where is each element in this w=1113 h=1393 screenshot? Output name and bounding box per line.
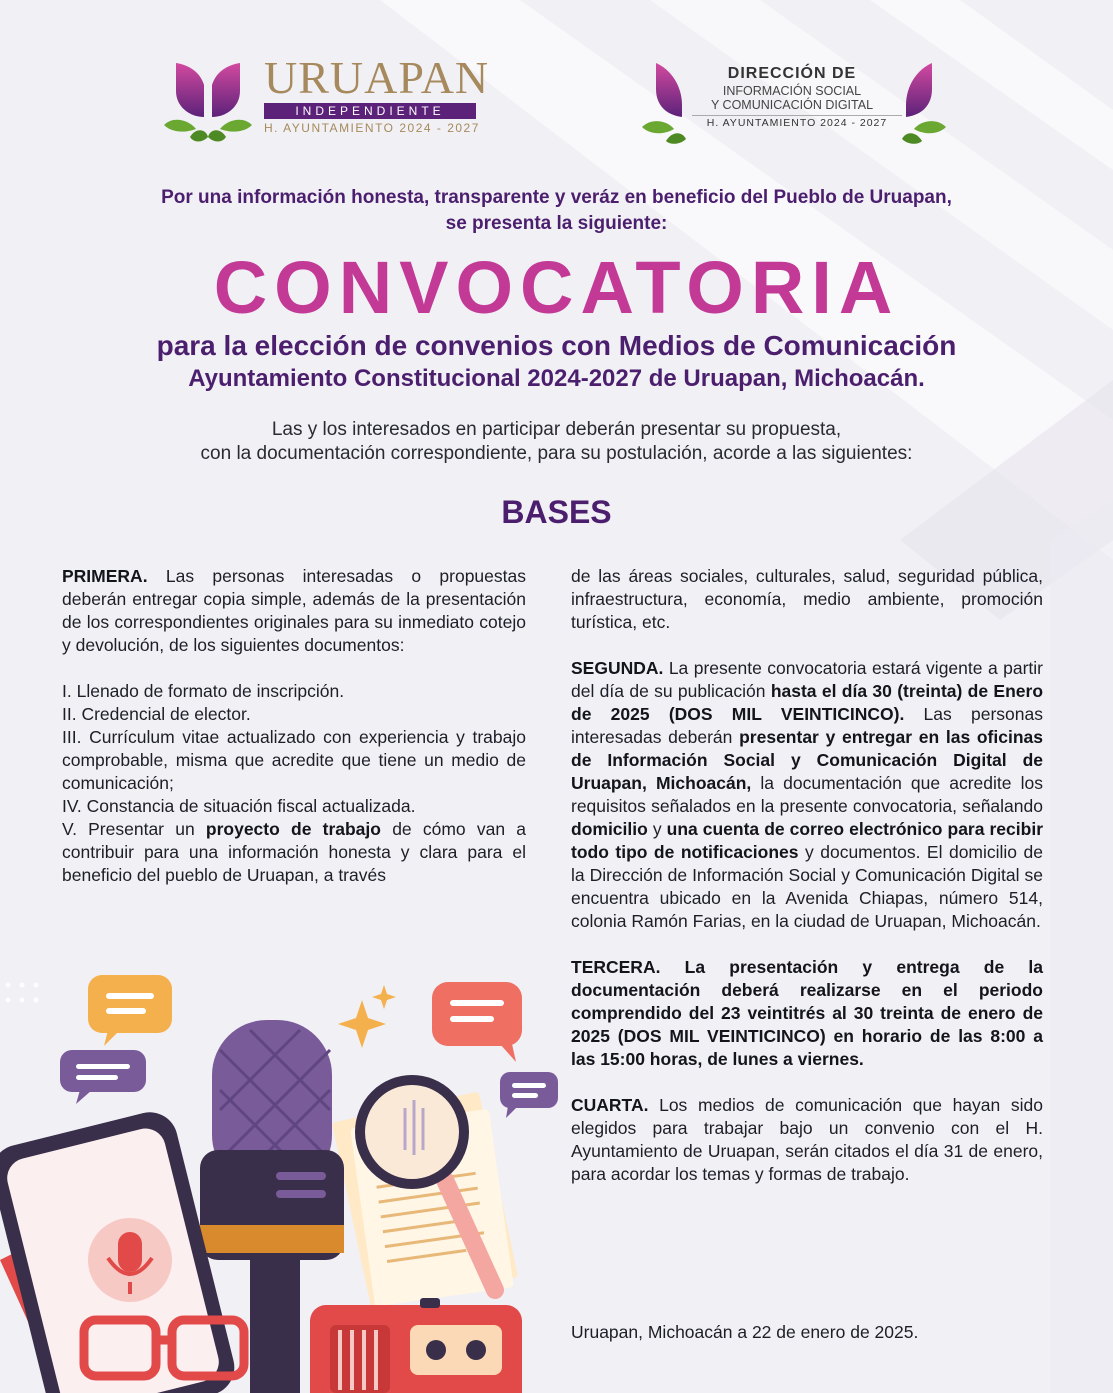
- cuarta-paragraph: [571, 1094, 1043, 1186]
- radio-icon: [310, 1298, 522, 1393]
- segunda-text: Las personas interesadas deberán: [571, 704, 1043, 747]
- logo-direccion-line1: DIRECCIÓN DE: [727, 65, 857, 82]
- smartphone-icon: [0, 1106, 240, 1393]
- primera-paragraph: [62, 565, 526, 657]
- segunda-text: y documentos. El domicilio de la Dirección de Información Social y Comunicación Digital se encuentra ubicado en la Avenida Chiapas, número 514, colonia Ramón Farias, en la ciudad de Uruapan, Michoacán.: [571, 842, 1043, 931]
- subtitle-line2: Ayuntamiento Constitucional 2024-2027 de Uruapan, Michoacán.: [188, 365, 925, 392]
- primera-continuation: de las áreas sociales, culturales, salud, seguridad pública, infraestructura, economía, medio ambiente, promoción turística, etc.: [571, 566, 1043, 632]
- sparkle-icon: [338, 985, 396, 1048]
- chat-bubble-icon: [500, 1072, 558, 1118]
- item5-text-a: V. Presentar un: [62, 819, 206, 839]
- primera-label: PRIMERA.: [62, 566, 148, 586]
- right-column: [571, 565, 1043, 1186]
- chat-bubble-icon: [432, 982, 522, 1062]
- segunda-paragraph: [571, 657, 1043, 933]
- page-title: CONVOCATORIA: [213, 246, 900, 329]
- segunda-bold: hasta el día 30 (treinta) de Enero de 2025 (DOS MIL VEINTICINCO).: [571, 681, 1044, 724]
- lead-line1: Las y los interesados en participar deberán presentar su propuesta,: [271, 419, 842, 440]
- list-item: III. Currículum vitae actualizado con experiencia y trabajo comprobable, misma que acredite que tiene un medio de comunicación;: [62, 727, 526, 793]
- closing-date: Uruapan, Michoacán a 22 de enero de 2025.: [571, 1322, 919, 1342]
- primera-text: Las personas interesadas o propuestas deberán entregar copia simple, además de la presentación de los correspondientes originales para su inmediato cotejo y devolución, de los siguientes documentos:: [62, 566, 526, 655]
- intro-line1: Por una información honesta, transparente y veráz en beneficio del Pueblo de Uruapan,: [161, 187, 952, 208]
- logo-direccion-line3: Y COMUNICACIÓN DIGITAL: [710, 98, 874, 112]
- segunda-bold: presentar y entregar en las oficinas de Información Social y Comunicación Digital de Uruapan, Michoacán,: [571, 727, 1044, 793]
- logo-title: URUAPAN: [264, 52, 490, 103]
- tercera-paragraph: [571, 956, 1043, 1071]
- segunda-bold: domicilio: [571, 819, 648, 839]
- intro-line2: se presenta la siguiente:: [445, 213, 668, 234]
- segunda-text: la documentación que acredite los requisitos señalados en la presente convocatoria, señalando: [571, 773, 1043, 816]
- segunda-text: La presente convocatoria estará vigente a partir del día de su publicación: [571, 658, 1043, 701]
- lead-line2: con la documentación correspondiente, para su postulación, acorde a las siguientes:: [200, 443, 913, 464]
- list-item: IV. Constancia de situación fiscal actualizada.: [62, 796, 416, 816]
- cuarta-text: Los medios de comunicación que hayan sido elegidos para trabajar bajo un convenio con el H. Ayuntamiento de Uruapan, serán citados el día 31 de enero, para acordar los temas y formas de trabajo.: [571, 1095, 1043, 1184]
- media-illustration: [0, 960, 560, 1393]
- item5-text-b: de cómo van a contribuir para una información honesta y clara para el beneficio del pueblo de Uruapan, a través: [62, 819, 527, 885]
- tercera-label: TERCERA.: [571, 957, 661, 977]
- segunda-label: SEGUNDA.: [571, 658, 664, 678]
- subtitle-line1: para la elección de convenios con Medios de Comunicación: [156, 330, 957, 361]
- left-column: [62, 565, 526, 887]
- tercera-text: La presentación y entrega de la documentación deberá realizarse en el periodo comprendido del 23 veintitrés al 30 treinta de enero de 2025 (DOS MIL VEINTICINCO) en horario de las 8:00 a las 15:00 horas, de lunes a viernes.: [571, 957, 1043, 1069]
- list-item: [62, 818, 526, 887]
- flower-logo-icon: [160, 55, 256, 150]
- cuarta-label: CUARTA.: [571, 1095, 649, 1115]
- logo-direccion-line2: INFORMACIÓN SOCIAL: [722, 84, 862, 98]
- chat-bubble-icon: [60, 1050, 146, 1104]
- logo-band: INDEPENDIENTE: [264, 103, 476, 119]
- lead-text: [80, 418, 1033, 466]
- segunda-text: y: [647, 819, 667, 839]
- logo-subtitle: H. AYUNTAMIENTO 2024 - 2027: [264, 121, 480, 135]
- chat-bubble-icon: [88, 975, 172, 1046]
- segunda-bold: una cuenta de correo electrónico para recibir todo tipo de notificaciones: [571, 819, 1044, 862]
- uruapan-logo: [160, 52, 490, 150]
- list-item: I. Llenado de formato de inscripción.: [62, 681, 345, 701]
- item5-bold: proyecto de trabajo: [205, 819, 381, 839]
- bases-heading: BASES: [501, 494, 612, 530]
- direccion-logo: [640, 55, 950, 150]
- list-item: II. Credencial de elector.: [62, 704, 251, 724]
- logo-direccion-line4: H. AYUNTAMIENTO 2024 - 2027: [692, 115, 902, 129]
- intro-text: [60, 185, 1053, 237]
